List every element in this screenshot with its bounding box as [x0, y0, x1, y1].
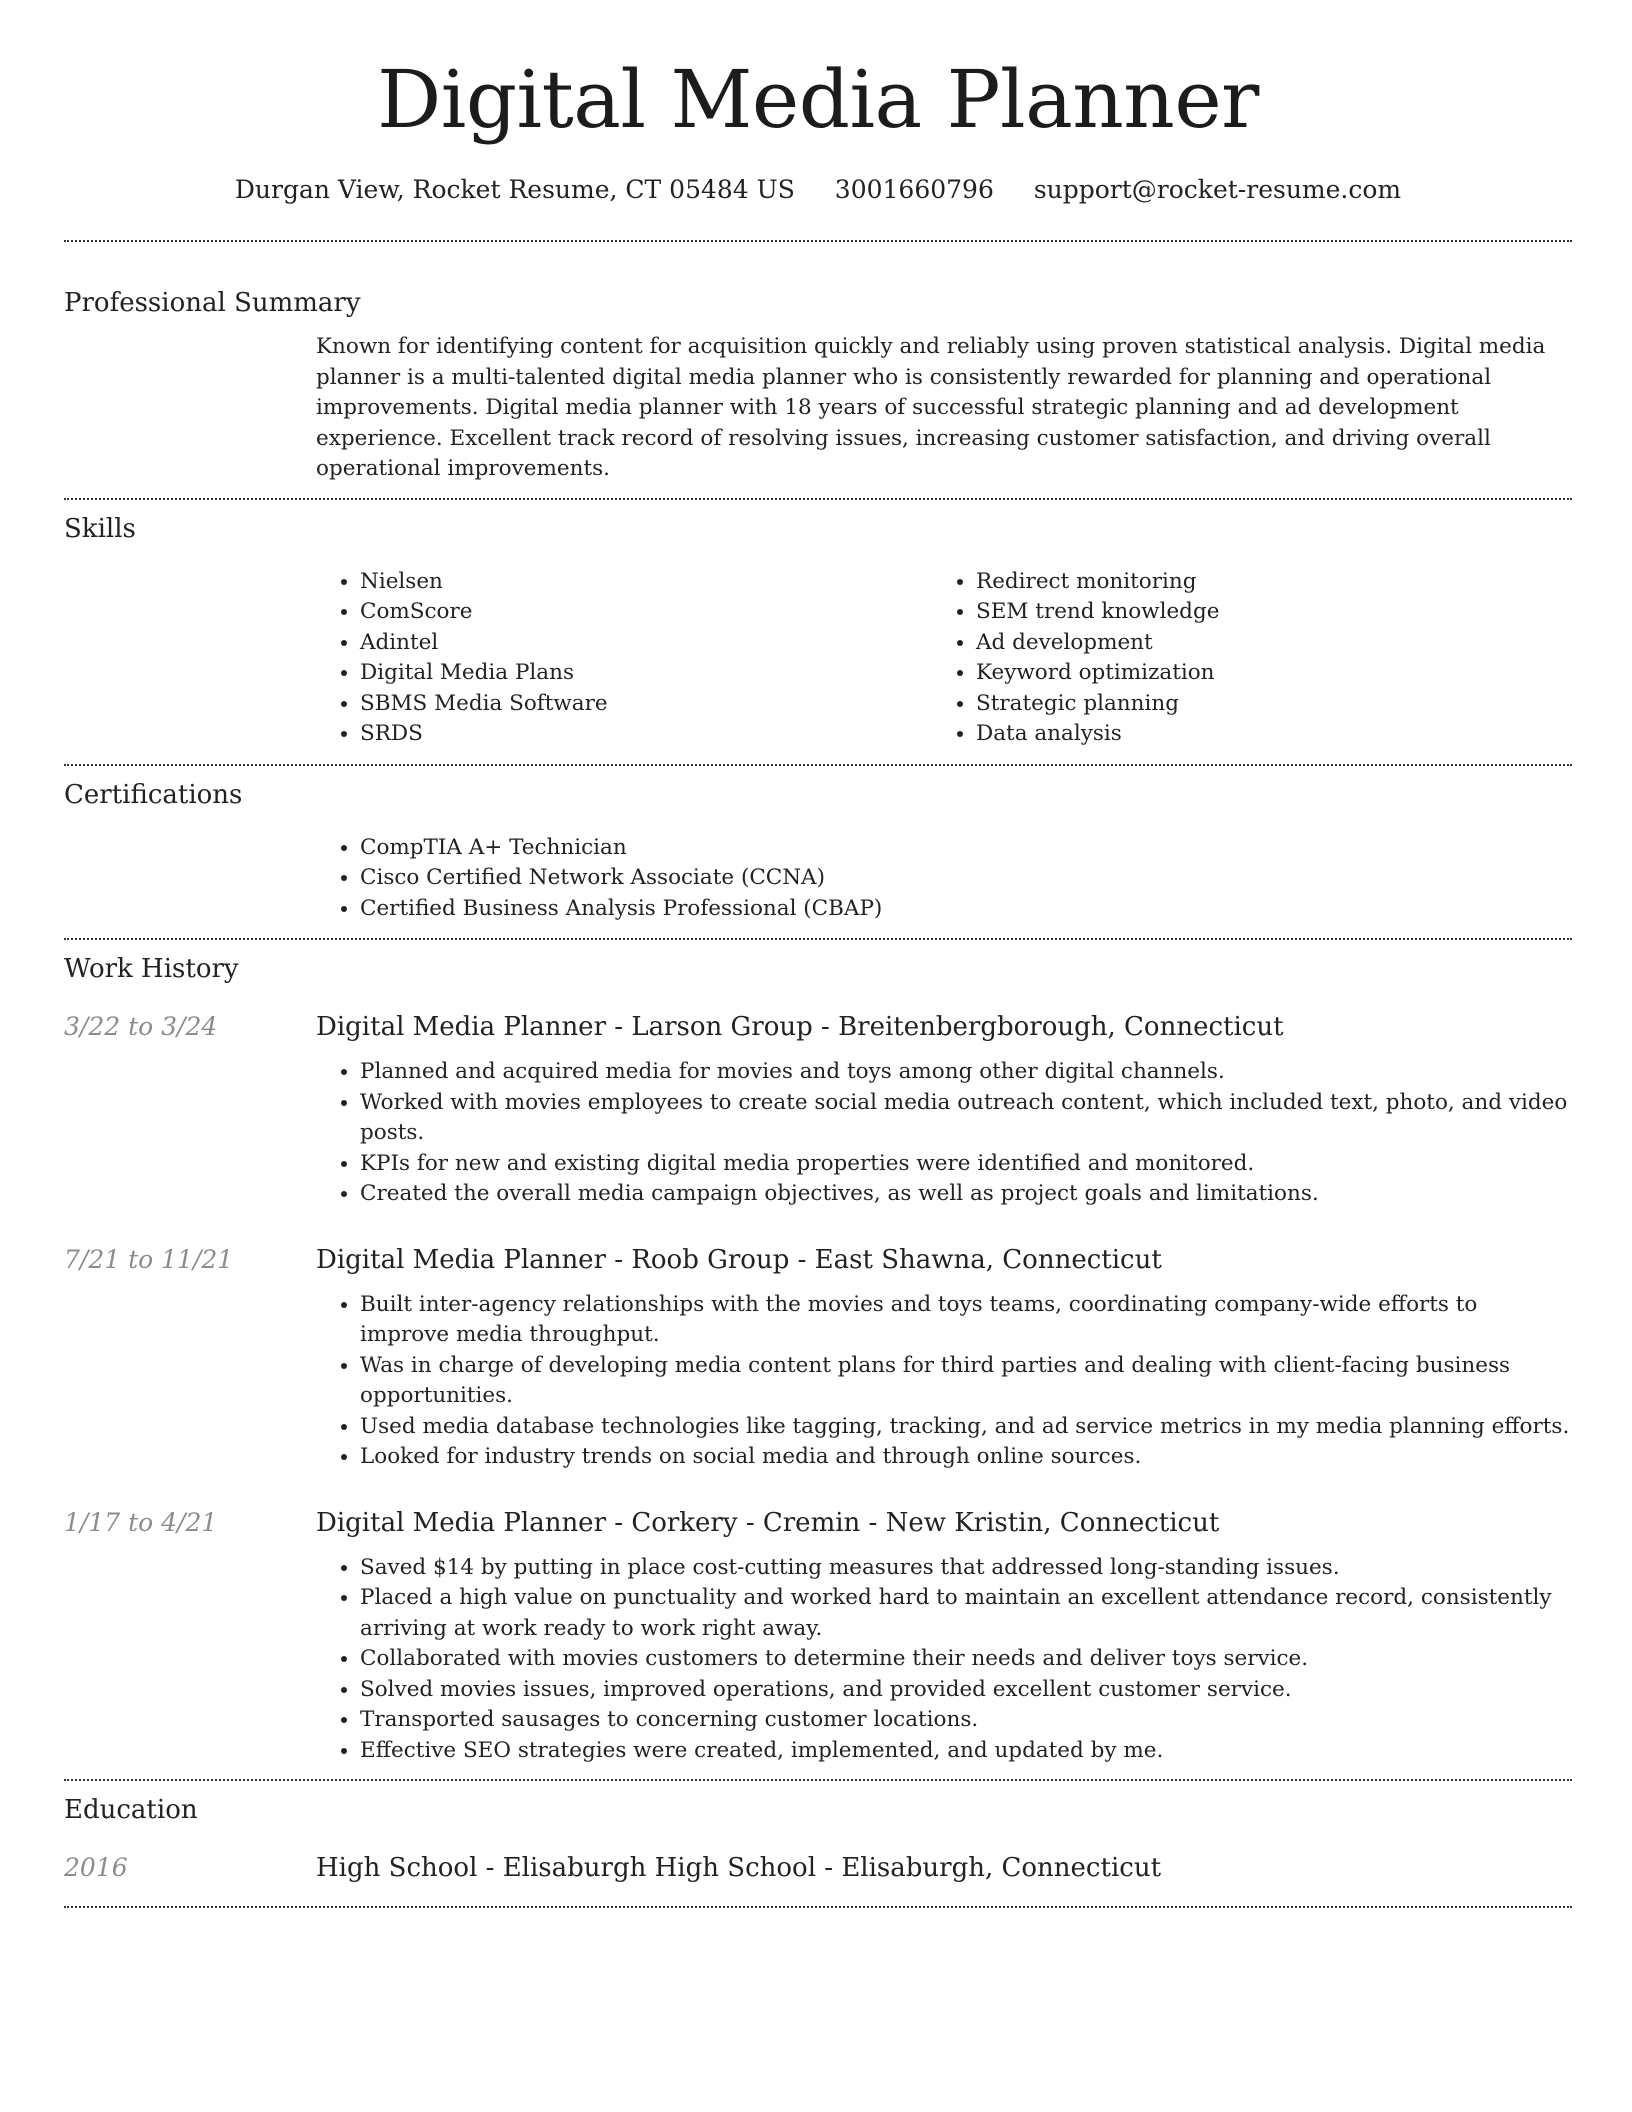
skill-item: • Ad development	[976, 628, 1548, 659]
job-title: Digital Media Planner - Roob Group - East Shawna, Connecticut	[316, 1244, 1162, 1275]
job-header	[64, 1011, 1572, 1043]
skill-item: • Keyword optimization	[976, 658, 1548, 689]
work-section	[64, 940, 1572, 1766]
resume-page	[64, 0, 1572, 1908]
skill-item: • Digital Media Plans	[360, 658, 932, 689]
job-body	[316, 1057, 1572, 1210]
job-list	[64, 1011, 1572, 1766]
job-bullet: • Planned and acquired media for movies and toys among other digital channels.	[360, 1057, 1572, 1088]
skill-item: • ComScore	[360, 597, 932, 628]
job-bullet: • Used media database technologies like tagging, tracking, and ad service metrics in my media planning efforts.	[360, 1412, 1572, 1443]
certifications-body	[316, 833, 1572, 925]
section-title-summary: Professional Summary	[64, 288, 361, 318]
education-entry	[64, 1852, 1572, 1884]
education-list	[64, 1852, 1572, 1884]
job-title: Digital Media Planner - Larson Group - Breitenbergborough, Connecticut	[316, 1012, 1284, 1042]
job-dates: 3/22 to 3/24	[64, 1012, 218, 1041]
job-bullet: • Created the overall media campaign objectives, as well as project goals and limitations.	[360, 1179, 1572, 1210]
job-bullet: • Built inter-agency relationships with the movies and toys teams, coordinating company-wide efforts to improve media throughput.	[360, 1290, 1572, 1351]
skills-list-left	[316, 567, 932, 750]
skill-item: • Nielsen	[360, 567, 932, 598]
job-bullet: • Transported sausages to concerning customer locations.	[360, 1705, 1572, 1736]
section-title-skills: Skills	[64, 513, 136, 544]
contact-line	[64, 174, 1572, 206]
skill-item: • Strategic planning	[976, 689, 1548, 720]
skill-item: • Adintel	[360, 628, 932, 659]
job-bullet: • Worked with movies employees to create social media outreach content, which included text, photo, and video posts.	[360, 1088, 1572, 1149]
job-bullets	[316, 1553, 1572, 1767]
job-bullet: • Placed a high value on punctuality and worked hard to maintain an excellent attendance record, consistently arriving at work ready to work right away.	[360, 1583, 1572, 1644]
job-bullet: • Looked for industry trends on social media and through online sources.	[360, 1442, 1572, 1473]
resume-name: Digital Media Planner	[377, 53, 1259, 146]
education-title: High School - Elisaburgh High School - Elisaburgh, Connecticut	[316, 1853, 1162, 1883]
job-bullet: • Was in charge of developing media content plans for third parties and dealing with client-facing business opportunities.	[360, 1351, 1572, 1412]
job-bullets	[316, 1057, 1572, 1210]
job-dates: 1/17 to 4/21	[64, 1507, 218, 1537]
certification-item: • CompTIA A+ Technician	[360, 833, 1572, 864]
skill-item: • SBMS Media Software	[360, 689, 932, 720]
skills-grid	[316, 567, 1572, 750]
skill-item: • SRDS	[360, 719, 932, 750]
job-body	[316, 1553, 1572, 1767]
section-title-certifications: Certifications	[64, 779, 243, 810]
job-entry	[64, 1507, 1572, 1767]
job-bullet: • Saved $14 by putting in place cost-cutting measures that addressed long-standing issues.	[360, 1553, 1572, 1584]
education-dates: 2016	[64, 1853, 128, 1882]
job-entry	[64, 1244, 1572, 1473]
job-body	[316, 1290, 1572, 1473]
skill-item: • Data analysis	[976, 719, 1548, 750]
divider	[64, 1906, 1572, 1908]
job-bullet: • Solved movies issues, improved operations, and provided excellent customer service.	[360, 1675, 1572, 1706]
skill-item: • SEM trend knowledge	[976, 597, 1548, 628]
job-dates: 7/21 to 11/21	[64, 1244, 234, 1274]
summary-body	[316, 332, 1572, 485]
summary-text: Known for identifying content for acquisition quickly and reliably using proven statistical analysis. Digital media planner is a multi-talented digital media planner who is consistently rewarded for planning and operational improvements. Digital media planner with 18 years of successful strategic planning and ad development experience. Excellent track record of resolving issues, increasing customer satisfaction, and driving overall operational improvements.	[316, 334, 1546, 481]
summary-section	[64, 242, 1572, 485]
skill-item: • Redirect monitoring	[976, 567, 1548, 598]
contact-address: Durgan View, Rocket Resume, CT 05484 US	[234, 175, 795, 204]
job-bullets	[316, 1290, 1572, 1473]
job-title: Digital Media Planner - Corkery - Cremin - New Kristin, Connecticut	[316, 1507, 1220, 1538]
job-entry	[64, 1011, 1572, 1210]
skills-list-right	[932, 567, 1548, 750]
education-section	[64, 1781, 1572, 1884]
section-title-education: Education	[64, 1795, 198, 1825]
contact-email: support@rocket-resume.com	[1033, 175, 1402, 204]
job-bullet: • KPIs for new and existing digital media properties were identified and monitored.	[360, 1149, 1572, 1180]
job-header	[64, 1507, 1572, 1539]
section-title-work: Work History	[64, 954, 239, 984]
skills-section	[64, 500, 1572, 750]
certifications-list	[316, 833, 1572, 925]
job-bullet: • Collaborated with movies customers to determine their needs and deliver toys service.	[360, 1644, 1572, 1675]
contact-phone: 3001660796	[834, 175, 994, 204]
job-header	[64, 1244, 1572, 1276]
certification-item: • Cisco Certified Network Associate (CCNA)	[360, 863, 1572, 894]
certification-item: • Certified Business Analysis Professional (CBAP)	[360, 894, 1572, 925]
job-bullet: • Effective SEO strategies were created, implemented, and updated by me.	[360, 1736, 1572, 1767]
certifications-section	[64, 766, 1572, 925]
